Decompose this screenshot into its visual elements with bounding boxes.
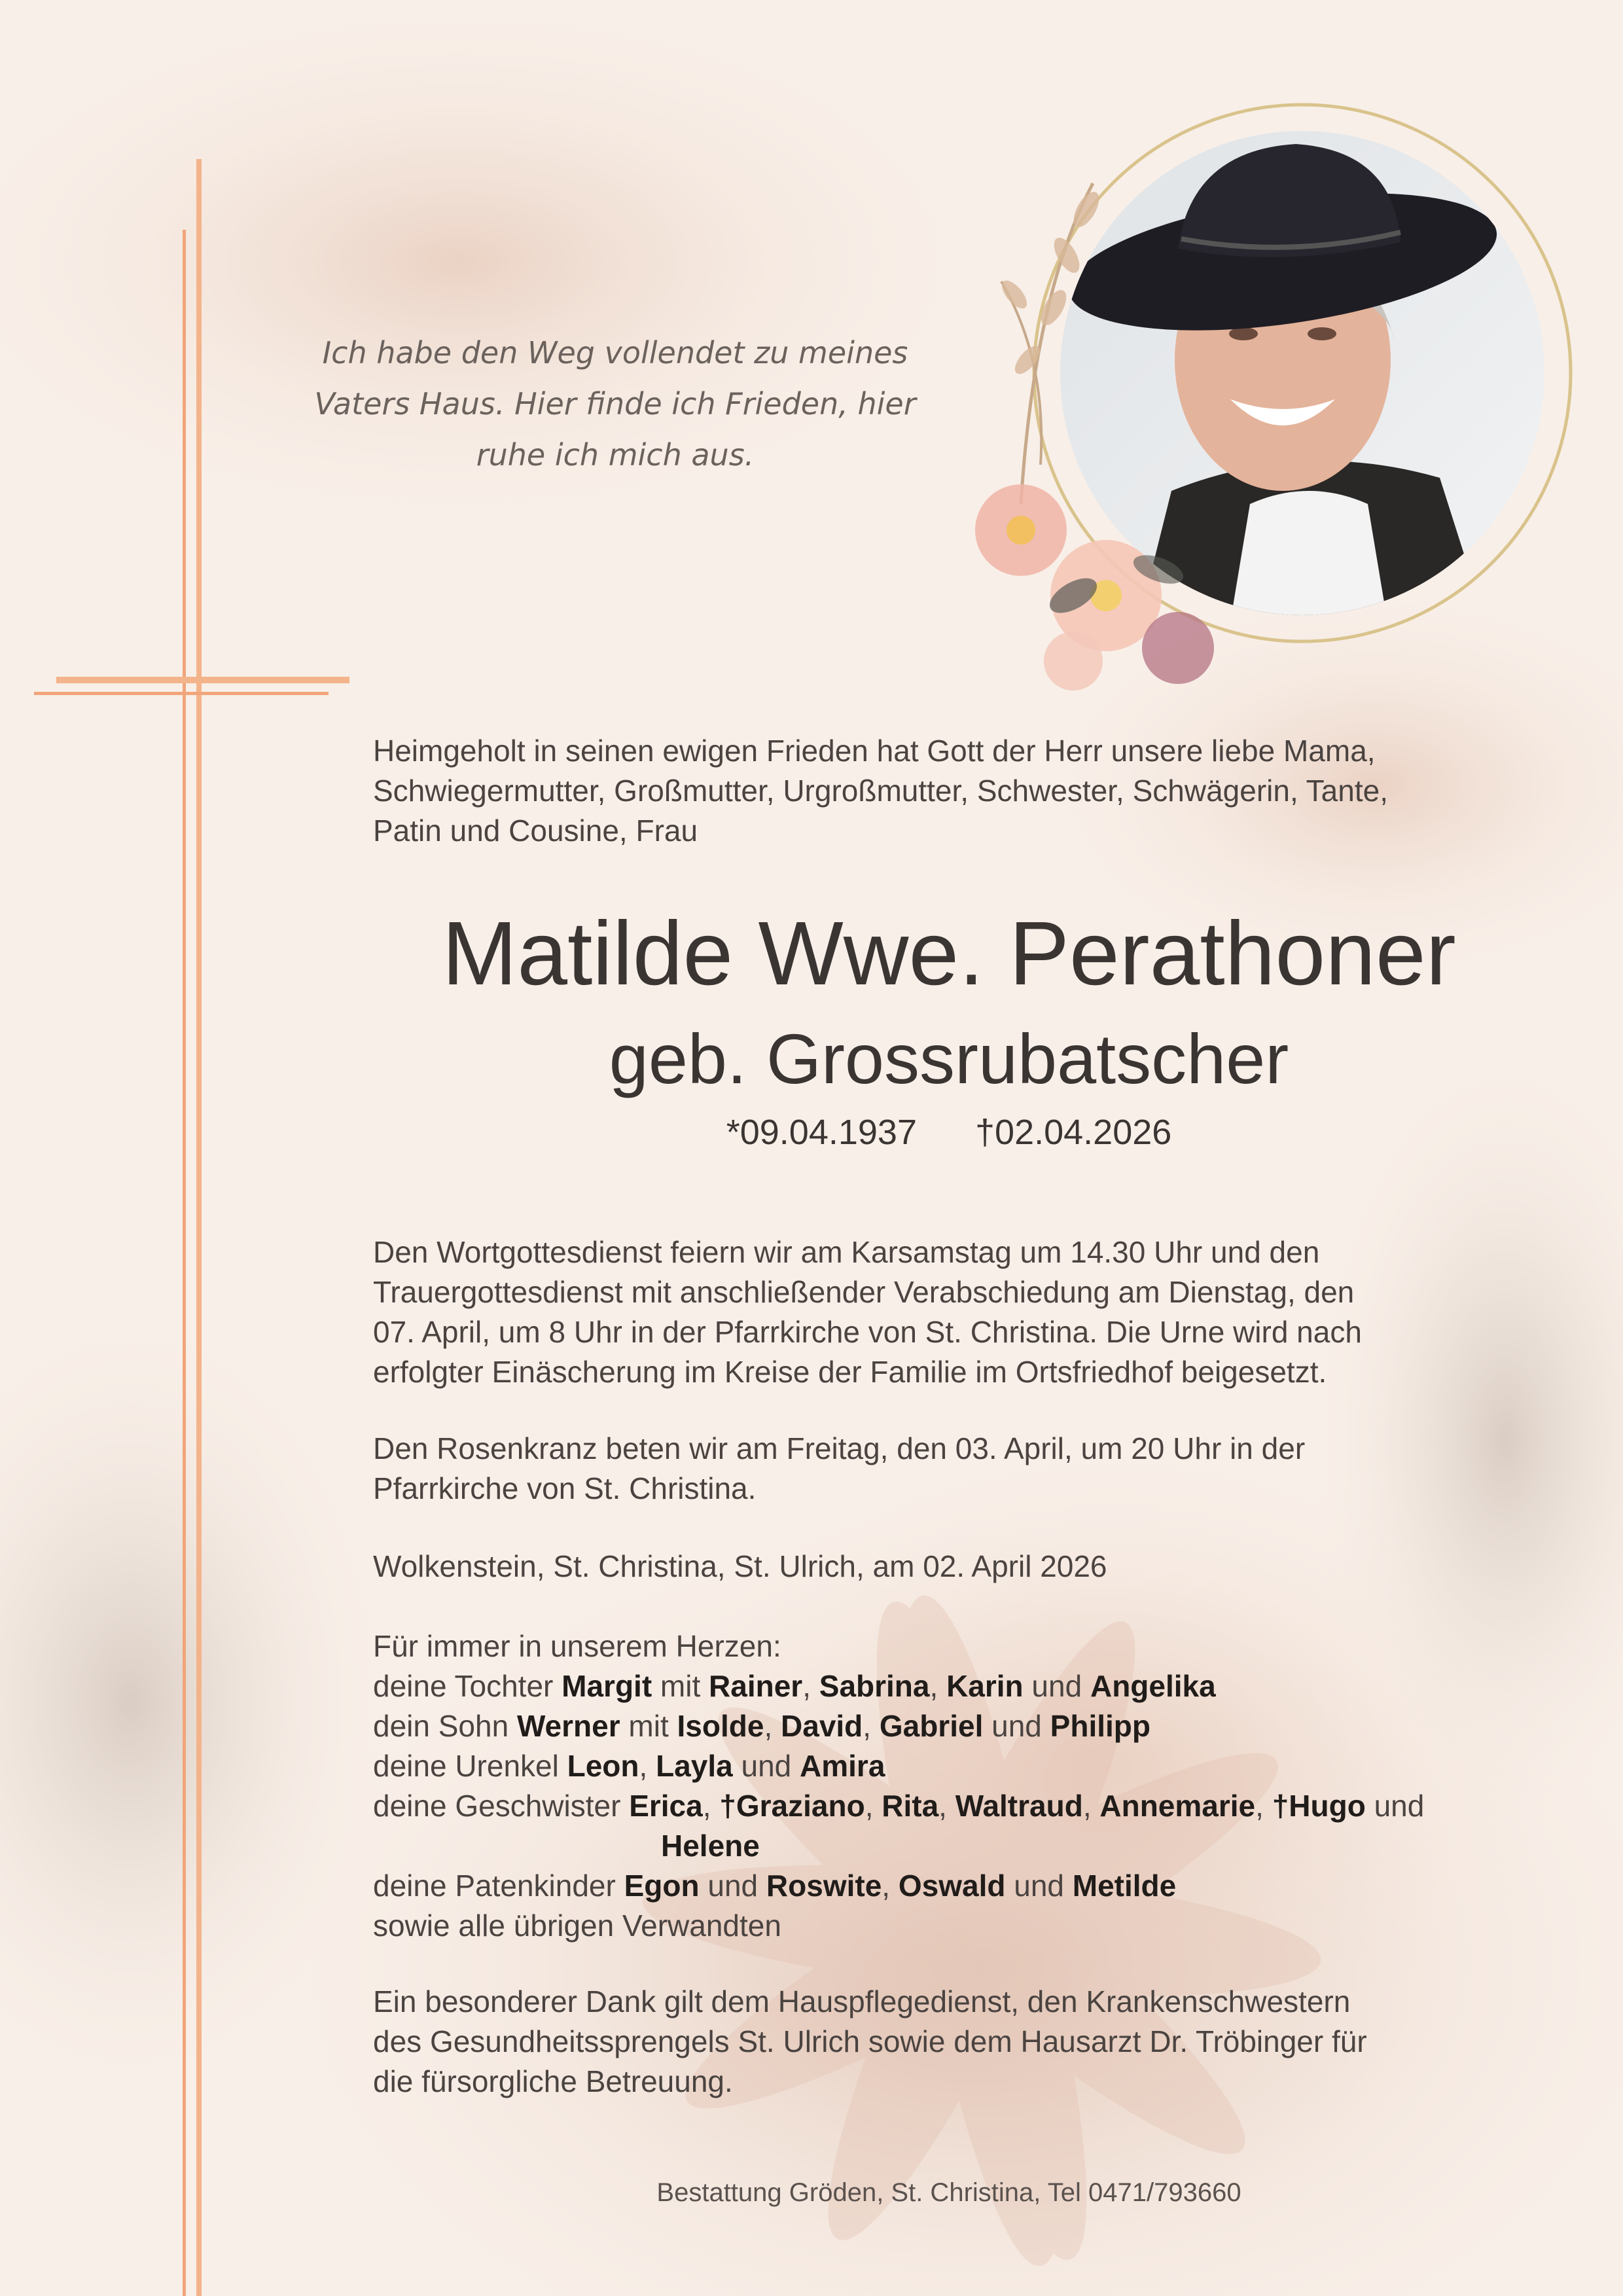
- cross-vertical-bar-thin: [183, 230, 186, 2296]
- thanks-line: des Gesundheitssprengels St. Ulrich sowie dem Hausarzt Dr. Tröbinger für: [373, 2024, 1367, 2058]
- family-greatgrandchildren: deine Urenkel Leon, Layla und Amira: [373, 1749, 885, 1783]
- family-siblings-cont: Helene: [661, 1829, 760, 1863]
- family-godchildren: deine Patenkinder Egon und Roswite, Oswald und Metilde: [373, 1869, 1177, 1903]
- intro-line: Patin und Cousine, Frau: [373, 814, 698, 848]
- service-line: Den Wortgottesdienst feiern wir am Karsamstag um 14.30 Uhr und den: [373, 1235, 1320, 1269]
- family-heading: Für immer in unserem Herzen:: [373, 1629, 781, 1663]
- intro-line: Heimgeholt in seinen ewigen Frieden hat Gott der Herr unsere liebe Mama,: [373, 734, 1376, 768]
- cross-vertical-bar: [196, 159, 202, 2296]
- intro-text: [373, 731, 1571, 851]
- place-date-line: Wolkenstein, St. Christina, St. Ulrich, am 02. April 2026: [373, 1549, 1107, 1583]
- deceased-name: Matilde Wwe. Perathoner: [442, 903, 1456, 1004]
- rosary-line: Den Rosenkranz beten wir am Freitag, den 03. April, um 20 Uhr in der: [373, 1431, 1306, 1465]
- portrait-photo: [942, 98, 1584, 700]
- rosary-line: Pfarrkirche von St. Christina.: [373, 1471, 757, 1505]
- thanks-line: Ein besonderer Dank gilt dem Hauspflegedienst, den Krankenschwestern: [373, 1984, 1351, 2018]
- thanks-text: [373, 1982, 1571, 2102]
- death-date: †02.04.2026: [975, 1113, 1172, 1152]
- family-list: [373, 1626, 1571, 1946]
- birth-date: *09.04.1937: [726, 1113, 917, 1152]
- service-line: erfolgter Einäscherung im Kreise der Familie im Ortsfriedhof beigesetzt.: [373, 1355, 1327, 1389]
- family-siblings: deine Geschwister Erica, †Graziano, Rita, Waltraud, Annemarie, †Hugo und: [373, 1789, 1425, 1823]
- family-daughter: deine Tochter Margit mit Rainer, Sabrina, Karin und Angelika: [373, 1669, 1216, 1703]
- service-line: 07. April, um 8 Uhr in der Pfarrkirche von St. Christina. Die Urne wird nach: [373, 1315, 1362, 1349]
- service-line: Trauergottesdienst mit anschließender Verabschiedung am Dienstag, den: [373, 1275, 1355, 1309]
- rosary-info: [373, 1429, 1571, 1509]
- intro-line: Schwiegermutter, Großmutter, Urgroßmutter, Schwester, Schwägerin, Tante,: [373, 774, 1388, 808]
- thanks-line: die fürsorgliche Betreuung.: [373, 2064, 733, 2098]
- cross-horizontal-bar-thin: [34, 692, 329, 695]
- family-son: dein Sohn Werner mit Isolde, David, Gabriel und Philipp: [373, 1709, 1150, 1743]
- memorial-quote: Ich habe den Weg vollendet zu meines Vaters Haus. Hier finde ich Frieden, hier ruhe ich mich aus.: [314, 335, 916, 473]
- cross-horizontal-bar: [56, 677, 349, 683]
- family-others: sowie alle übrigen Verwandten: [373, 1909, 781, 1943]
- funeral-home-footer: Bestattung Gröden, St. Christina, Tel 0471/793660: [656, 2178, 1241, 2207]
- maiden-name: geb. Grossrubatscher: [609, 1019, 1289, 1098]
- service-info: [373, 1232, 1571, 1392]
- place-date: [373, 1547, 1571, 1587]
- life-dates: [288, 1109, 1610, 1155]
